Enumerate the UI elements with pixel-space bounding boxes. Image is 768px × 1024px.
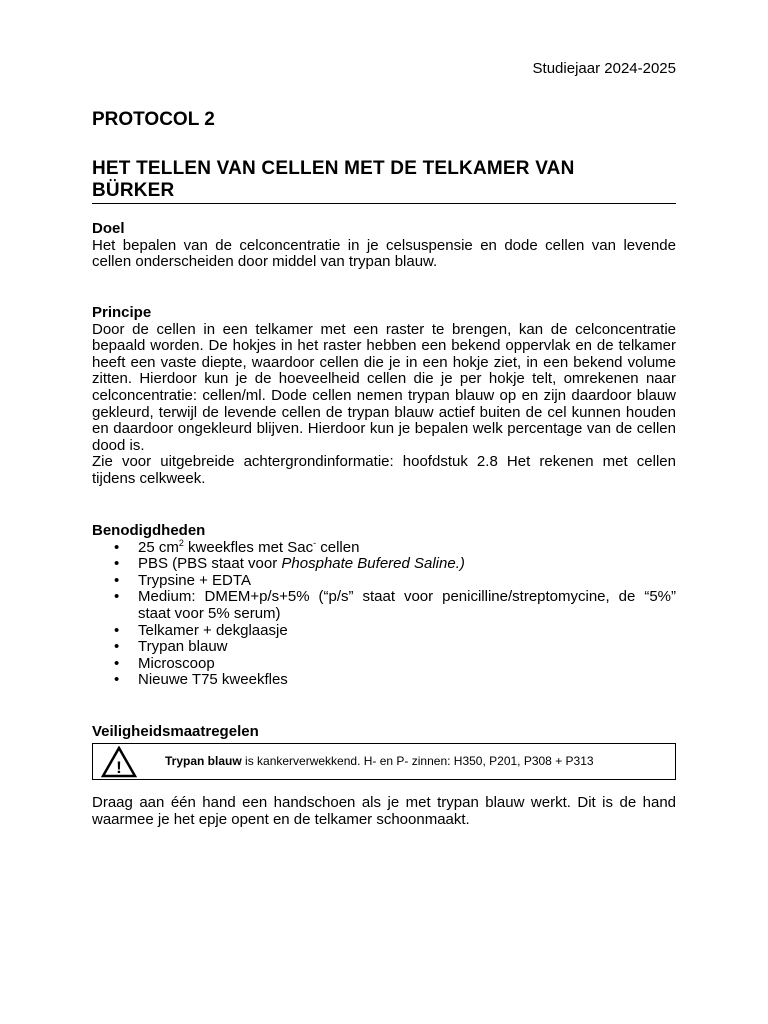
list-item — [92, 573, 676, 590]
list-item — [92, 656, 676, 673]
bullet: • — [114, 671, 120, 689]
protocol-label: PROTOCOL 2 — [92, 109, 215, 130]
list-item — [92, 537, 676, 557]
bullet: • — [114, 588, 120, 606]
bullet: • — [114, 638, 120, 656]
doel-text: Het bepalen van de celconcentratie in je celsuspensie en dode cellen van levende cellen onderscheiden door middel van trypan blauw. — [92, 236, 676, 271]
list-item — [92, 589, 676, 622]
item-text: Trypsine + EDTA — [138, 571, 251, 589]
superscript: - — [313, 537, 317, 548]
warning-triangle-icon — [101, 746, 137, 778]
materials-list — [92, 537, 676, 689]
item-text-italic: Phosphate Bufered Saline.) — [281, 555, 465, 573]
section-veiligheid — [92, 724, 676, 780]
item-text: Nieuwe T75 kweekfles — [138, 671, 288, 689]
veiligheid-heading: Veiligheidsmaatregelen — [92, 723, 259, 740]
principe-text: Door de cellen in een telkamer met een raster te brengen, kan de celconcentratie bepaald worden. De hokjes in het raster hebben een bekend oppervlak en de telkamer heeft een vaste diepte, waardoor cellen die je in een hokje ziet, in een bekend volume zitten. Hierdoor kun je de hoeveelheid cellen die je per hokje telt, omrekenen naar celconcentratie: cellen/ml. Dode cellen nemen trypan blauw op en zijn daardoor blauw gekleurd, terwijl de levende cellen de trypan blauw actief buiten de cel kunnen houden en daardoor ongekleurd blijven. Hierdoor kun je bepalen welk percentage van de cellen dood is. — [92, 320, 676, 454]
warning-substance: Trypan blauw — [165, 753, 242, 768]
list-item — [92, 556, 676, 573]
section-benodigdheden — [92, 523, 676, 689]
bullet: • — [114, 621, 120, 639]
list-item — [92, 639, 676, 656]
document-title — [92, 158, 676, 204]
warning-text — [165, 754, 594, 768]
bullet: • — [114, 538, 120, 556]
item-text: 25 cm — [138, 538, 179, 556]
document-title-line-2: BÜRKER — [92, 180, 175, 201]
item-text: Telkamer + dekglaasje — [138, 621, 288, 639]
principe-reference: Zie voor uitgebreide achtergrondinformatie: hoofdstuk 2.8 Het rekenen met cellen tijdens celkweek. — [92, 453, 676, 487]
study-year: Studiejaar 2024-2025 — [532, 60, 676, 77]
document-title-line-1: HET TELLEN VAN CELLEN MET DE TELKAMER VAN — [92, 158, 575, 179]
superscript: 2 — [178, 537, 184, 548]
bullet: • — [114, 654, 120, 672]
item-text: Trypan blauw — [138, 638, 228, 656]
item-text: PBS (PBS staat voor — [138, 555, 282, 573]
item-text: Medium: DMEM+p/s+5% (“p/s” staat voor penicilline/streptomycine, de “5%” staat voor 5% serum) — [138, 588, 676, 622]
warning-description: is kankerverwekkend. H- en P- zinnen: H350, P201, P308 + P313 — [241, 753, 594, 768]
principe-heading: Principe — [92, 304, 152, 321]
item-text: kweekfles met Sac — [183, 538, 314, 556]
section-principe — [92, 305, 676, 488]
bullet: • — [114, 555, 120, 573]
item-text: cellen — [316, 538, 360, 556]
doel-heading: Doel — [92, 220, 125, 237]
item-text: Microscoop — [138, 654, 215, 672]
benodigdheden-heading: Benodigdheden — [92, 522, 206, 539]
closing-text: Draag aan één hand een handschoen als je met trypan blauw werkt. Dit is de hand waarmee je het epje opent en de telkamer schoonmaakt. — [92, 794, 676, 828]
section-doel — [92, 221, 676, 271]
bullet: • — [114, 571, 120, 589]
list-item — [92, 623, 676, 640]
list-item — [92, 672, 676, 689]
warning-box — [92, 743, 676, 780]
warning-symbol: ! — [116, 757, 122, 777]
section-closing — [92, 795, 676, 828]
